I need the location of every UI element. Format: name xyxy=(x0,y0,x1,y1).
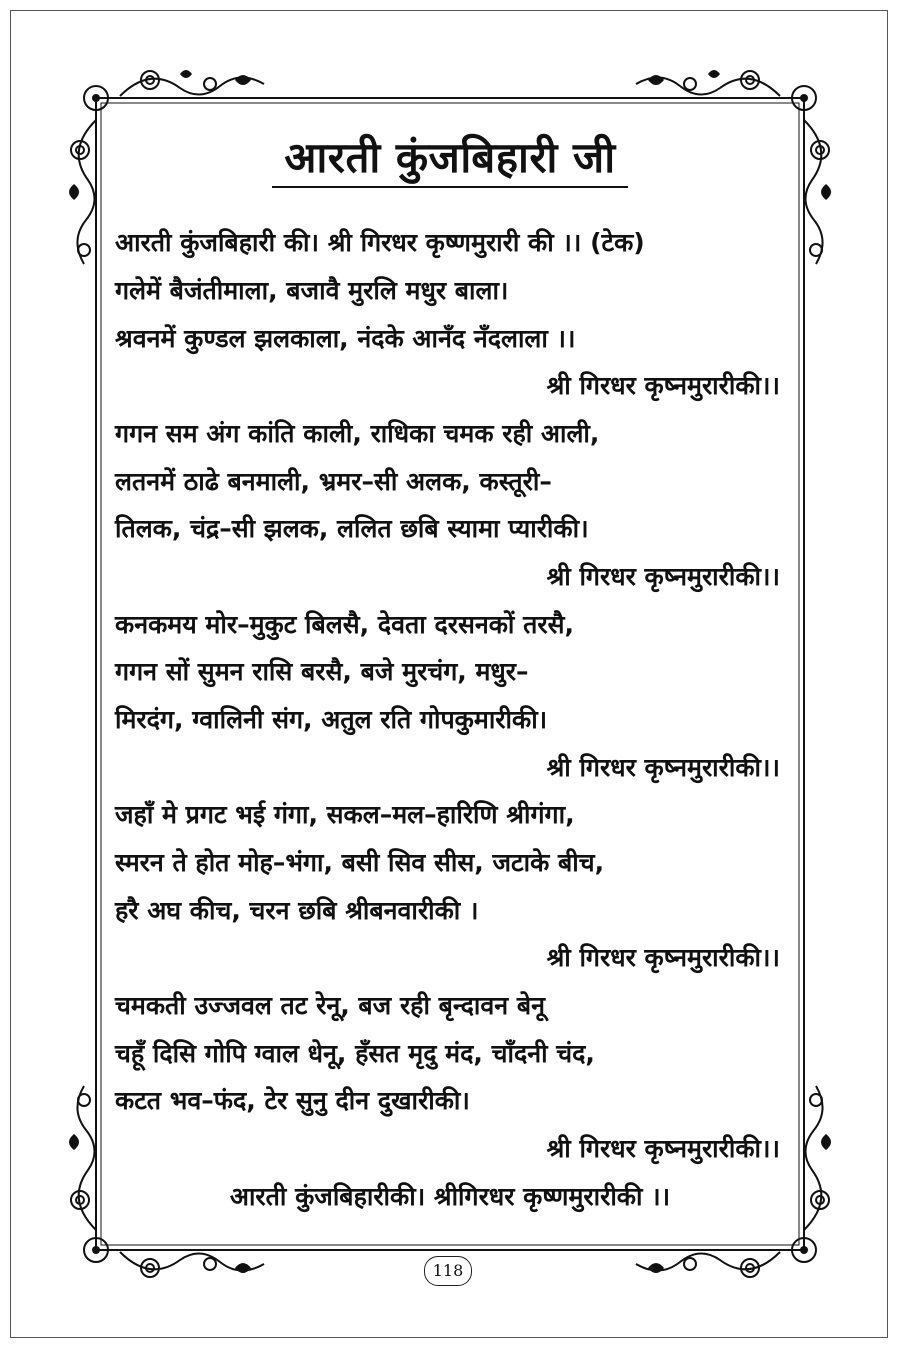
verse-line: कटत भव–फंद, टेर सुनु दीन दुखारीकी। xyxy=(115,1086,470,1115)
page-number: 118 xyxy=(424,1256,472,1286)
closing-line: आरती कुंजबिहारीकी। श्रीगिरधर कृष्णमुरारीकी ।। xyxy=(229,1182,671,1211)
verse-line: कनकमय मोर–मुकुट बिलसै, देवता दरसनकों तरसै, xyxy=(115,610,574,639)
verse-line: गगन सों सुमन रासि बरसै, बजे मुरचंग, मधुर– xyxy=(115,657,529,686)
verse-line: श्रवनमें कुण्डल झलकाला, नंदके आनँद नँदलाला ।। xyxy=(115,324,576,353)
page-title: आरती कुंजबिहारी जी xyxy=(284,133,616,182)
refrain-line: श्री गिरधर कृष्नमुरारीकी।। xyxy=(546,1134,780,1163)
verse-line: स्मरन ते होत मोह–भंगा, बसी सिव सीस, जटाके बीच, xyxy=(115,848,605,877)
refrain-line: श्री गिरधर कृष्नमुरारीकी।। xyxy=(546,943,780,972)
refrain-line: श्री गिरधर कृष्नमुरारीकी।। xyxy=(546,371,780,400)
right-flourish xyxy=(804,120,829,1230)
title-underline xyxy=(272,186,628,188)
verse-line: लतनमें ठाढे बनमाली, भ्रमर–सी अलक, कस्तूरी– xyxy=(115,467,552,496)
verse-line: गलेमें बैजंतीमाला, बजावै मुरलि मधुर बाला। xyxy=(115,276,509,305)
top-flourish xyxy=(120,71,780,96)
verse-line: जहाँ मे प्रगट भई गंगा, सकल–मल–हारिणि श्रीगंगा, xyxy=(115,800,575,829)
refrain-line: श्री गिरधर कृष्नमुरारीकी।। xyxy=(546,753,780,782)
refrain-line: श्री गिरधर कृष्नमुरारीकी।। xyxy=(546,562,780,591)
verse-line: आरती कुंजबिहारी की। श्री गिरधर कृष्णमुरारी की ।। (टेक) xyxy=(115,228,645,257)
verse-line: मिरदंग, ग्वालिनी संग, अतुल रति गोपकुमारीकी। xyxy=(115,705,548,734)
verse-line: चहूँ दिसि गोपि ग्वाल धेनू, हँसत मृदु मंद, चाँदनी चंद, xyxy=(115,1039,595,1068)
verse-line: चमकती उज्जवल तट रेनू, बज रही बृन्दावन बेनू xyxy=(115,991,545,1020)
verse-line: गगन सम अंग कांति काली, राधिका चमक रही आली, xyxy=(115,419,600,448)
verse-line: हरै अघ कीच, चरन छबि श्रीबनवारीकी । xyxy=(115,896,479,925)
left-flourish xyxy=(71,120,96,1230)
verse-line: तिलक, चंद्र–सी झलक, ललित छबि स्यामा प्यारीकी। xyxy=(115,514,589,543)
